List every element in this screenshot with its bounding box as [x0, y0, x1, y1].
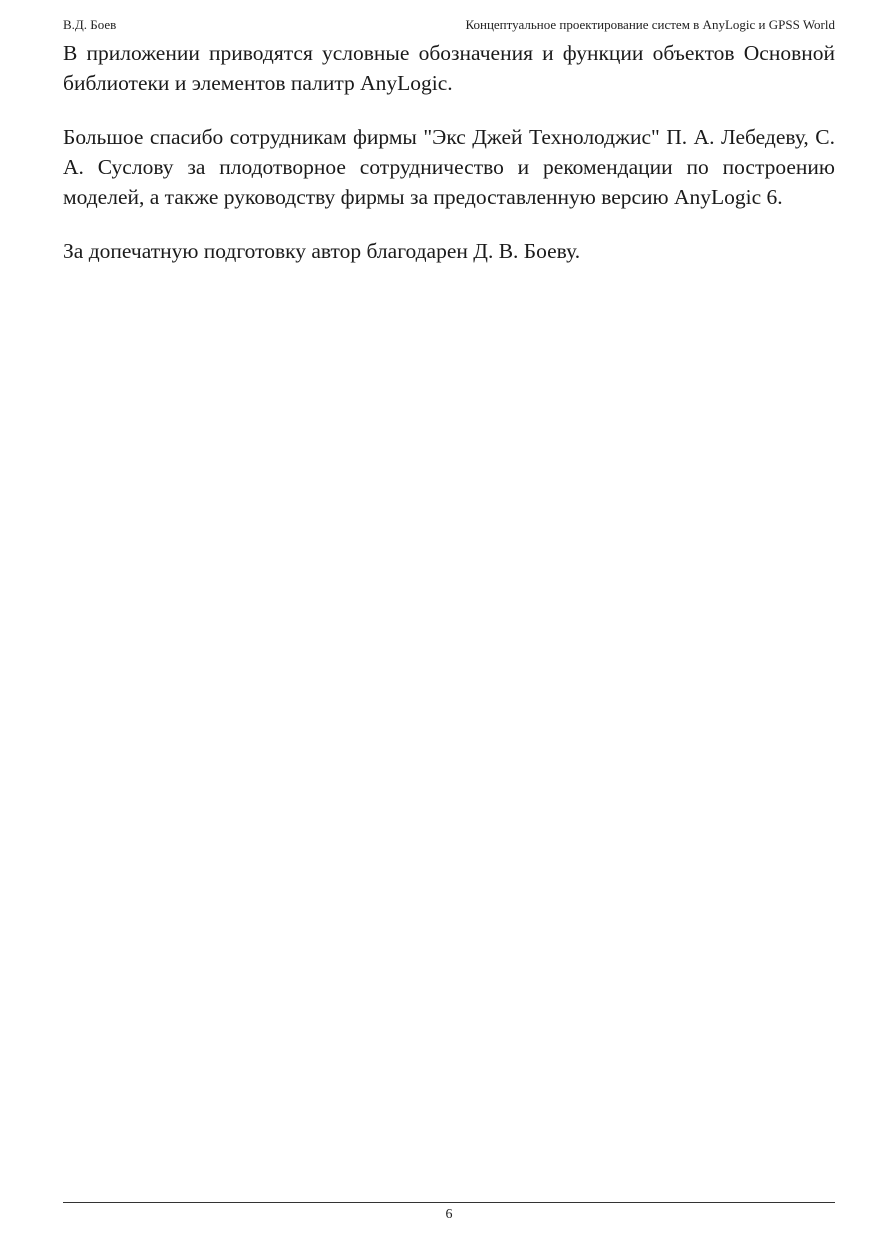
paragraph-prepress: За допечатную подготовку автор благодарен Д. В. Боеву. — [63, 239, 581, 263]
header-book-title: Концептуальное проектирование систем в AnyLogic и GPSS World — [465, 17, 835, 32]
body-text — [63, 38, 835, 290]
footer-divider — [63, 1202, 835, 1203]
header-author: В.Д. Боев — [63, 17, 117, 32]
document-page — [63, 0, 835, 1241]
page-number: 6 — [445, 1207, 453, 1222]
paragraph-acknowledgements: Большое спасибо сотрудникам фирмы "Экс Джей Технолоджис" П. А. Лебедеву, С. А. Суслову за плодотворное сотрудничество и рекомендации по построению моделей, а также руководству фирмы за предоставленную версию AnyLogic 6. — [63, 125, 835, 209]
paragraph-appendix: В приложении приводятся условные обозначения и функции объектов Основной библиотеки и элементов палитр AnyLogic. — [63, 41, 835, 95]
running-header — [63, 16, 835, 34]
